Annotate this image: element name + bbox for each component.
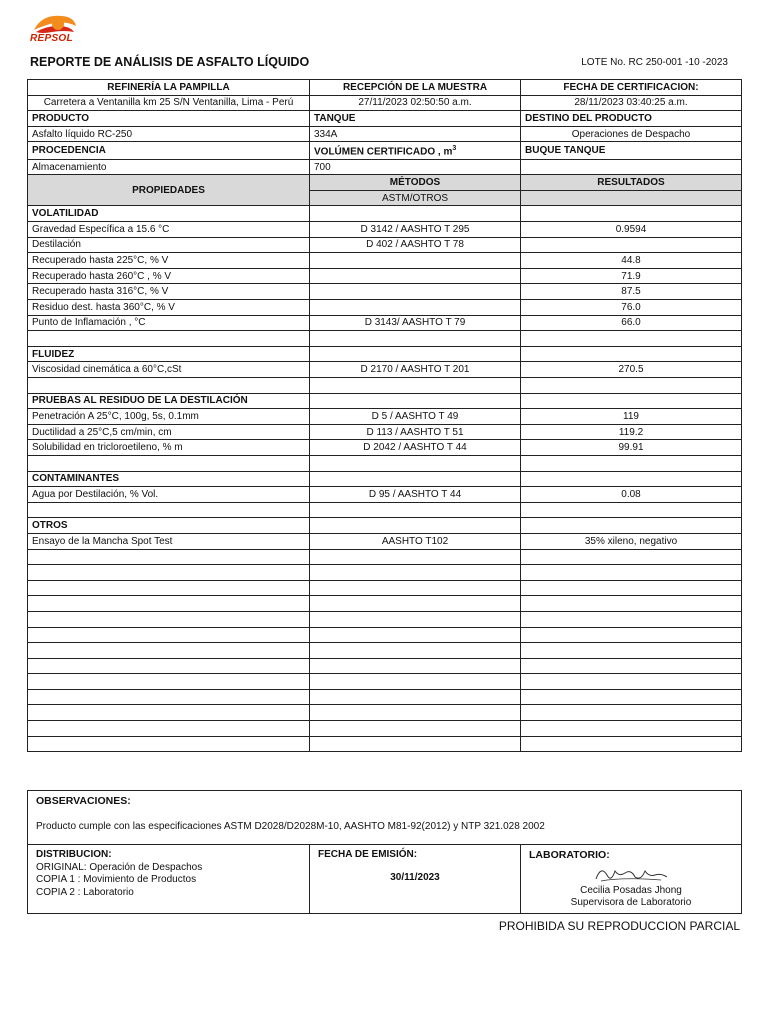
- method-cell: D 95 / AASHTO T 44: [310, 487, 521, 503]
- table-row: [28, 596, 742, 612]
- result-cell: [521, 518, 742, 534]
- section-title: FLUIDEZ: [28, 346, 310, 362]
- method-cell: [310, 689, 521, 705]
- laboratorio-cell: [521, 845, 742, 914]
- property-cell: [28, 674, 310, 690]
- property-cell: [28, 596, 310, 612]
- result-cell: [521, 643, 742, 659]
- result-cell: [521, 721, 742, 737]
- procedencia-value: Almacenamiento: [28, 159, 310, 175]
- footer-table: [27, 790, 742, 914]
- section-header-row: [28, 393, 742, 409]
- method-cell: D 113 / AASHTO T 51: [310, 424, 521, 440]
- table-row: [28, 253, 742, 269]
- result-cell: 119: [521, 409, 742, 425]
- producto-label: PRODUCTO: [28, 111, 310, 127]
- method-cell: D 3143/ AASHTO T 79: [310, 315, 521, 331]
- distribucion-label: DISTRIBUCION:: [36, 849, 112, 860]
- result-cell: 35% xileno, negativo: [521, 533, 742, 549]
- property-cell: [28, 580, 310, 596]
- tanque-label: TANQUE: [310, 111, 521, 127]
- method-cell: [310, 674, 521, 690]
- property-cell: [28, 705, 310, 721]
- observaciones-cell: [28, 791, 742, 845]
- method-cell: [310, 596, 521, 612]
- property-cell: [28, 565, 310, 581]
- distribucion-line-2: COPIA 1 : Movimiento de Productos: [36, 874, 197, 885]
- table-row: [28, 300, 742, 316]
- section-title: OTROS: [28, 518, 310, 534]
- method-cell: [310, 549, 521, 565]
- property-cell: Viscosidad cinemática a 60°C,cSt: [28, 362, 310, 378]
- reproduction-notice: PROHIBIDA SU REPRODUCCION PARCIAL: [498, 919, 740, 933]
- property-cell: Solubilidad en tricloroetileno, % m: [28, 440, 310, 456]
- result-cell: [521, 627, 742, 643]
- result-cell: 44.8: [521, 253, 742, 269]
- volumen-value: 700: [310, 159, 521, 175]
- result-cell: 0.9594: [521, 222, 742, 238]
- result-cell: [521, 549, 742, 565]
- result-cell: [521, 736, 742, 752]
- method-cell: [310, 393, 521, 409]
- result-cell: 71.9: [521, 268, 742, 284]
- result-cell: [521, 611, 742, 627]
- method-cell: D 402 / AASHTO T 78: [310, 237, 521, 253]
- observaciones-row: [28, 791, 742, 845]
- method-cell: [310, 268, 521, 284]
- table-row: [28, 705, 742, 721]
- metodos-header: MÉTODOS: [310, 175, 521, 191]
- signature-row: [28, 845, 742, 914]
- info-row-4: [28, 126, 742, 142]
- info-row-2: [28, 95, 742, 111]
- table-row: [28, 455, 742, 471]
- result-cell: [521, 237, 742, 253]
- method-cell: [310, 502, 521, 518]
- method-cell: [310, 300, 521, 316]
- method-cell: [310, 378, 521, 394]
- method-cell: [310, 455, 521, 471]
- property-cell: Recuperado hasta 225°C, % V: [28, 253, 310, 269]
- method-cell: [310, 284, 521, 300]
- result-cell: [521, 471, 742, 487]
- table-row: [28, 222, 742, 238]
- table-row: [28, 502, 742, 518]
- info-row-5: [28, 142, 742, 159]
- method-cell: [310, 565, 521, 581]
- laboratorio-name: Cecilia Posadas Jhong: [580, 885, 682, 896]
- section-title: VOLATILIDAD: [28, 206, 310, 222]
- property-cell: Penetración A 25°C, 100g, 5s, 0.1mm: [28, 409, 310, 425]
- section-title: CONTAMINANTES: [28, 471, 310, 487]
- table-row: [28, 565, 742, 581]
- method-cell: [310, 518, 521, 534]
- metodos-subheader: ASTM/OTROS: [310, 190, 521, 206]
- table-row: [28, 440, 742, 456]
- analysis-table: [27, 79, 742, 752]
- method-cell: [310, 253, 521, 269]
- method-cell: AASHTO T102: [310, 533, 521, 549]
- result-cell: [521, 206, 742, 222]
- table-row: [28, 643, 742, 659]
- laboratorio-label: LABORATORIO:: [529, 849, 610, 861]
- result-cell: [521, 580, 742, 596]
- distribucion-cell: [28, 845, 310, 914]
- observaciones-text: Producto cumple con las especificaciones ASTM D2028/D2028M-10, AASHTO M81-92(2012) y NTP 321.028 2002: [36, 821, 545, 832]
- method-cell: D 2042 / AASHTO T 44: [310, 440, 521, 456]
- method-cell: [310, 331, 521, 347]
- distribucion-line-3: COPIA 2 : Laboratorio: [36, 886, 134, 898]
- table-row: [28, 362, 742, 378]
- report-title: REPORTE DE ANÁLISIS DE ASFALTO LÍQUIDO: [30, 55, 310, 69]
- table-row: [28, 549, 742, 565]
- lote-number: LOTE No. RC 250-001 -10 -2023: [581, 57, 728, 68]
- reception-label: RECEPCIÓN DE LA MUESTRA: [310, 80, 521, 96]
- result-cell: 87.5: [521, 284, 742, 300]
- section-header-row: [28, 206, 742, 222]
- emision-label: FECHA DE EMISIÓN:: [318, 849, 418, 860]
- table-row: [28, 721, 742, 737]
- table-row: [28, 658, 742, 674]
- result-cell: [521, 565, 742, 581]
- brand-wordmark: REPSOL: [30, 33, 73, 44]
- result-cell: [521, 658, 742, 674]
- property-cell: Recuperado hasta 260°C , % V: [28, 268, 310, 284]
- result-cell: 119.2: [521, 424, 742, 440]
- result-cell: 270.5: [521, 362, 742, 378]
- method-cell: D 3142 / AASHTO T 295: [310, 222, 521, 238]
- property-cell: Ductilidad a 25°C,5 cm/min, cm: [28, 424, 310, 440]
- result-cell: [521, 331, 742, 347]
- info-row-3: [28, 111, 742, 127]
- result-cell: 76.0: [521, 300, 742, 316]
- property-cell: [28, 627, 310, 643]
- buque-value: [521, 159, 742, 175]
- table-row: [28, 409, 742, 425]
- section-title: PRUEBAS AL RESIDUO DE LA DESTILACIÓN: [28, 393, 310, 409]
- info-row-1: [28, 80, 742, 96]
- property-cell: [28, 455, 310, 471]
- table-row: [28, 674, 742, 690]
- refinery-address: Carretera a Ventanilla km 25 S/N Ventanilla, Lima - Perú: [28, 95, 310, 111]
- result-cell: [521, 689, 742, 705]
- method-cell: [310, 627, 521, 643]
- emision-cell: [310, 845, 521, 914]
- property-cell: Gravedad Específica a 15.6 °C: [28, 222, 310, 238]
- method-cell: [310, 736, 521, 752]
- table-row: [28, 736, 742, 752]
- table-row: [28, 611, 742, 627]
- table-row: [28, 268, 742, 284]
- property-cell: [28, 331, 310, 347]
- method-cell: D 5 / AASHTO T 49: [310, 409, 521, 425]
- method-cell: [310, 658, 521, 674]
- observaciones-label: OBSERVACIONES:: [36, 795, 131, 807]
- info-row-6: [28, 159, 742, 175]
- property-cell: Recuperado hasta 316°C, % V: [28, 284, 310, 300]
- reception-date: 27/11/2023 02:50:50 a.m.: [310, 95, 521, 111]
- method-cell: [310, 643, 521, 659]
- method-cell: [310, 580, 521, 596]
- resultados-header: RESULTADOS: [521, 175, 742, 191]
- destino-label: DESTINO DEL PRODUCTO: [521, 111, 742, 127]
- table-row: [28, 378, 742, 394]
- result-cell: [521, 455, 742, 471]
- property-cell: Residuo dest. hasta 360°C, % V: [28, 300, 310, 316]
- property-cell: Punto de Inflamación , °C: [28, 315, 310, 331]
- table-row: [28, 533, 742, 549]
- table-row: [28, 689, 742, 705]
- property-cell: [28, 378, 310, 394]
- property-cell: [28, 502, 310, 518]
- tanque-value: 334A: [310, 126, 521, 142]
- result-cell: [521, 378, 742, 394]
- buque-label: BUQUE TANQUE: [521, 142, 742, 159]
- property-cell: [28, 689, 310, 705]
- method-cell: [310, 471, 521, 487]
- property-cell: Ensayo de la Mancha Spot Test: [28, 533, 310, 549]
- result-cell: [521, 393, 742, 409]
- table-row: [28, 424, 742, 440]
- emision-date: 30/11/2023: [390, 872, 440, 883]
- section-header-row: [28, 518, 742, 534]
- result-cell: [521, 346, 742, 362]
- property-cell: [28, 549, 310, 565]
- property-cell: [28, 658, 310, 674]
- distribucion-line-1: ORIGINAL: Operación de Despachos: [36, 861, 203, 873]
- section-header-row: [28, 471, 742, 487]
- signature-image: [591, 863, 671, 885]
- laboratorio-role: Supervisora de Laboratorio: [570, 897, 692, 908]
- table-row: [28, 331, 742, 347]
- property-cell: [28, 721, 310, 737]
- property-cell: [28, 736, 310, 752]
- table-row: [28, 284, 742, 300]
- property-cell: Agua por Destilación, % Vol.: [28, 487, 310, 503]
- result-cell: 99.91: [521, 440, 742, 456]
- producto-value: Asfalto líquido RC-250: [28, 126, 310, 142]
- property-cell: [28, 611, 310, 627]
- table-row: [28, 237, 742, 253]
- table-row: [28, 487, 742, 503]
- procedencia-label: PROCEDENCIA: [28, 142, 310, 159]
- property-cell: [28, 643, 310, 659]
- result-cell: 0.08: [521, 487, 742, 503]
- method-cell: [310, 346, 521, 362]
- resultados-subheader: [521, 190, 742, 206]
- table-row: [28, 315, 742, 331]
- certification-label: FECHA DE CERTIFICACION:: [521, 80, 742, 96]
- result-cell: [521, 705, 742, 721]
- method-cell: [310, 611, 521, 627]
- method-cell: D 2170 / AASHTO T 201: [310, 362, 521, 378]
- result-cell: [521, 502, 742, 518]
- certification-date: 28/11/2023 03:40:25 a.m.: [521, 95, 742, 111]
- propiedades-header: PROPIEDADES: [28, 175, 310, 206]
- section-header-row: [28, 346, 742, 362]
- table-row: [28, 580, 742, 596]
- column-header-row: [28, 175, 742, 191]
- refinery-name: REFINERÍA LA PAMPILLA: [28, 80, 310, 96]
- result-cell: [521, 674, 742, 690]
- destino-value: Operaciones de Despacho: [521, 126, 742, 142]
- method-cell: [310, 705, 521, 721]
- volumen-label: VOLÚMEN CERTIFICADO , $m^3$: [310, 142, 521, 159]
- property-cell: Destilación: [28, 237, 310, 253]
- method-cell: [310, 206, 521, 222]
- result-cell: 66.0: [521, 315, 742, 331]
- table-row: [28, 627, 742, 643]
- result-cell: [521, 596, 742, 612]
- method-cell: [310, 721, 521, 737]
